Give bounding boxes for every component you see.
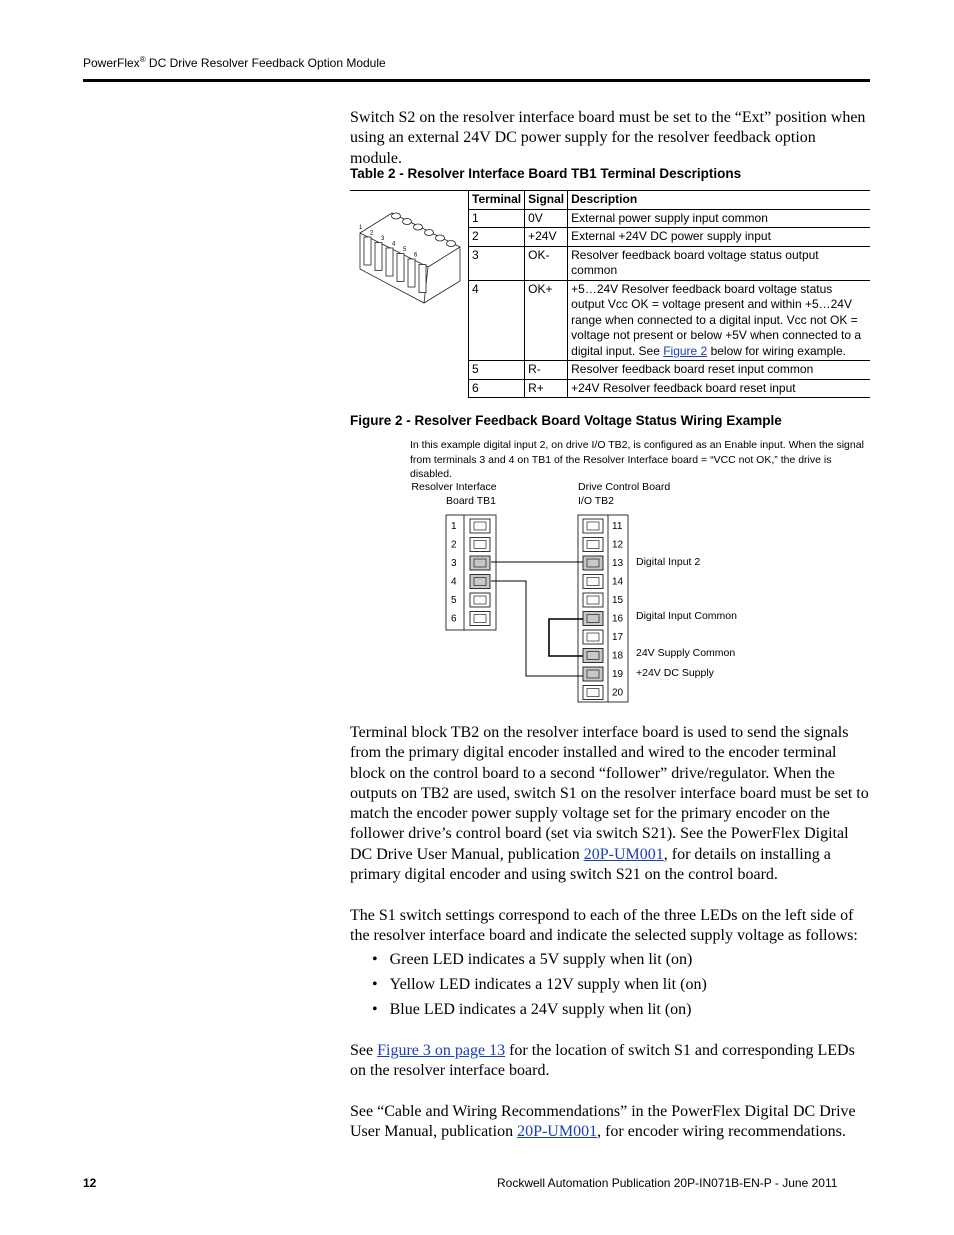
tb2-terminal-number: 20 (612, 687, 624, 699)
tb1-screw-terminal (470, 593, 490, 607)
list-item: • Blue LED indicates a 24V supply when lit (on) (372, 1001, 692, 1018)
cell-terminal: 2 (469, 228, 525, 247)
tb2-screw-terminal (583, 519, 603, 533)
cell-signal: OK+ (525, 280, 568, 361)
tb2-screw-terminal (583, 686, 603, 700)
cell-signal: +24V (525, 228, 568, 247)
tb2-screw-terminal (583, 612, 603, 626)
cell-terminal: 5 (469, 361, 525, 380)
cell-terminal: 6 (469, 379, 525, 398)
cell-description: External power supply input common (568, 209, 870, 228)
tb2-screw-terminal (583, 556, 603, 570)
label-24v-supply-common: 24V Supply Common (636, 647, 736, 659)
cell-signal: R- (525, 361, 568, 380)
cell-description: +5…24V Resolver feedback board voltage status output Vcc OK = voltage present and within +5…24V range when connected to a digital input. Vcc not OK = voltage not present or below +5V when connected to a digital input. See Figure 2 below for wiring example. (568, 280, 870, 361)
table-2-caption: Table 2 - Resolver Interface Board TB1 Terminal Descriptions (350, 166, 742, 181)
paragraph-terminal-block-tb2: Terminal block TB2 on the resolver interface board is used to send the signals from the primary digital encoder installed and wired to the encoder terminal block on the control board to a second “follower” drive/regulator. When the outputs on TB2 are used, switch S1 on the resolver interface board must be set to match the encoder power supply voltage set for the primary encoder on the follower drive’s control board (set via switch S21). See the PowerFlex Digital DC Drive User Manual, publication 20P-UM001, for details on installing a primary digital encoder and using switch S21 on the control board. (350, 724, 869, 884)
cell-signal: OK- (525, 246, 568, 280)
tb2-terminal-number: 13 (612, 558, 624, 569)
connector-pin-label: 6 (414, 252, 418, 259)
paragraph-cable-wiring: See “Cable and Wiring Recommendations” in the PowerFlex Digital DC Drive User Manual, publication 20P-UM001, for encoder wiring recommendations. (350, 1103, 856, 1141)
cell-description: Resolver feedback board reset input common (568, 361, 870, 380)
tb2-screw-terminal (583, 667, 603, 681)
tb2-terminal-number: 15 (612, 595, 624, 606)
cell-terminal: 1 (469, 209, 525, 228)
wire-tb1-4-to-24v-supply (491, 581, 583, 676)
col-header-terminal: Terminal (469, 191, 525, 210)
cell-terminal: 3 (469, 246, 525, 280)
tb2-screw-terminal (583, 649, 603, 663)
tb2-terminal-number: 17 (612, 632, 624, 643)
tb1-screw-terminal (470, 519, 490, 533)
paragraph-figure-3-reference: See Figure 3 on page 13 for the location of switch S1 and corresponding LEDs on the resolver interface board. (350, 1042, 855, 1080)
publication-link-20p-um001[interactable]: 20P-UM001 (583, 845, 664, 863)
tb1-screw-terminal (470, 612, 490, 626)
tb2-screw-terminal (583, 575, 603, 589)
cell-terminal: 4 (469, 280, 525, 361)
left-block-title-line1: Resolver Interface (411, 481, 497, 493)
col-header-description: Description (568, 191, 870, 210)
tb2-screw-terminal (583, 593, 603, 607)
tb1-terminal-number: 1 (451, 521, 457, 532)
connector-pin-label: 5 (403, 247, 407, 253)
cell-description: External +24V DC power supply input (568, 228, 870, 247)
tb1-terminal-number: 2 (451, 539, 457, 551)
col-header-signal: Signal (525, 191, 568, 210)
cell-description: Resolver feedback board voltage status output common (568, 246, 870, 280)
cell-description: +24V Resolver feedback board reset input (568, 379, 870, 398)
tb2-terminal-number: 11 (612, 521, 623, 532)
connector-pin-label: 4 (392, 241, 396, 248)
right-block-title-line1: Drive Control Board (578, 481, 671, 493)
tb1-screw-terminal (470, 538, 490, 552)
tb1-terminal-number: 3 (451, 558, 457, 569)
paragraph-switch-s2: Switch S2 on the resolver interface board must be set to the “Ext” position when using an external 24V DC power supply for the resolver feedback option module. (350, 109, 866, 167)
led-bullet-list (372, 951, 707, 1026)
footer-publication: Rockwell Automation Publication 20P-IN071B-EN-P - June 2011 (497, 1176, 838, 1190)
running-header: PowerFlex® DC Drive Resolver Feedback Option Module (83, 55, 386, 70)
connector-pin-label: 2 (370, 230, 374, 237)
label-24v-dc-supply: +24V DC Supply (636, 667, 714, 679)
figure-2-note: In this example digital input 2, on drive I/O TB2, is configured as an Enable input. When the signal from terminals 3 and 4 on TB1 of the Resolver Interface board = “VCC not OK,” the drive is disabled. (410, 439, 864, 480)
tb1-screw-terminal (470, 556, 490, 570)
tb2-terminal-number: 16 (612, 613, 624, 625)
page-number: 12 (83, 1176, 97, 1190)
tb2-terminal-number: 14 (612, 576, 624, 588)
tb2-screw-terminal (583, 538, 603, 552)
figure-2-link[interactable]: Figure 2 (663, 343, 708, 358)
tb1-terminal-number: 4 (451, 576, 457, 588)
tb1-terminal-number: 5 (451, 595, 457, 606)
tb2-screw-terminal (583, 630, 603, 644)
tb2-terminal-number: 19 (612, 669, 624, 680)
cell-signal: R+ (525, 379, 568, 398)
connector-pin-label: 1 (359, 225, 363, 231)
list-item: • Green LED indicates a 5V supply when lit (on) (372, 951, 693, 968)
tb2-terminal-number: 12 (612, 539, 624, 551)
cell-signal: 0V (525, 209, 568, 228)
label-digital-input-2: Digital Input 2 (636, 556, 701, 568)
connector-pin-label: 3 (381, 236, 385, 242)
tb2-terminal-number: 18 (612, 650, 624, 662)
left-block-title-line2: Board TB1 (445, 495, 497, 507)
tb1-screw-terminal (470, 575, 490, 589)
right-block-title-line2: I/O TB2 (578, 495, 614, 507)
paragraph-s1-switch: The S1 switch settings correspond to each of the three LEDs on the left side of the resolver interface board and indicate the selected supply voltage as follows: (350, 907, 858, 945)
tb1-terminal-number: 6 (451, 613, 457, 625)
publication-link-20p-um001[interactable]: 20P-UM001 (517, 1123, 598, 1141)
list-item: • Yellow LED indicates a 12V supply when lit (on) (372, 976, 707, 993)
figure-2-caption: Figure 2 - Resolver Feedback Board Voltage Status Wiring Example (350, 413, 782, 428)
label-digital-input-common: Digital Input Common (636, 610, 737, 622)
figure-3-link[interactable]: Figure 3 on page 13 (377, 1042, 506, 1059)
